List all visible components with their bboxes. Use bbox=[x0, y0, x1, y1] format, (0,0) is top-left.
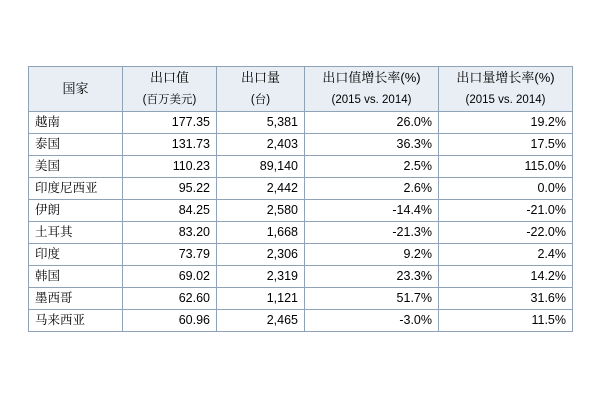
cell-export-volume: 2,403 bbox=[217, 134, 305, 156]
table-row bbox=[29, 134, 573, 156]
export-statistics-table bbox=[28, 66, 573, 332]
cell-value-growth: 36.3% bbox=[305, 134, 439, 156]
column-header-country: 国家 bbox=[29, 67, 123, 112]
table-row bbox=[29, 200, 573, 222]
cell-country: 美国 bbox=[29, 156, 123, 178]
table-row bbox=[29, 222, 573, 244]
cell-country: 泰国 bbox=[29, 134, 123, 156]
column-subheader-export-volume-unit: (台) bbox=[217, 89, 305, 112]
cell-volume-growth: -21.0% bbox=[439, 200, 573, 222]
cell-export-value: 131.73 bbox=[123, 134, 217, 156]
cell-country: 印度 bbox=[29, 244, 123, 266]
cell-volume-growth: 2.4% bbox=[439, 244, 573, 266]
cell-value-growth: 2.6% bbox=[305, 178, 439, 200]
column-subheader-value-growth-period: (2015 vs. 2014) bbox=[305, 89, 439, 112]
cell-value-growth: 9.2% bbox=[305, 244, 439, 266]
cell-value-growth: 2.5% bbox=[305, 156, 439, 178]
cell-export-volume: 1,668 bbox=[217, 222, 305, 244]
cell-country: 马来西亚 bbox=[29, 310, 123, 332]
table-row bbox=[29, 156, 573, 178]
column-header-value-growth: 出口值增长率(%) bbox=[305, 67, 439, 90]
cell-export-volume: 2,306 bbox=[217, 244, 305, 266]
table-row bbox=[29, 112, 573, 134]
cell-export-value: 73.79 bbox=[123, 244, 217, 266]
cell-value-growth: -3.0% bbox=[305, 310, 439, 332]
cell-export-volume: 2,319 bbox=[217, 266, 305, 288]
column-subheader-export-value-unit: (百万美元) bbox=[123, 89, 217, 112]
table-body bbox=[29, 112, 573, 332]
cell-country: 土耳其 bbox=[29, 222, 123, 244]
cell-country: 印度尼西亚 bbox=[29, 178, 123, 200]
cell-volume-growth: 115.0% bbox=[439, 156, 573, 178]
table-row bbox=[29, 244, 573, 266]
cell-export-volume: 2,465 bbox=[217, 310, 305, 332]
cell-export-value: 110.23 bbox=[123, 156, 217, 178]
table-row bbox=[29, 288, 573, 310]
cell-volume-growth: -22.0% bbox=[439, 222, 573, 244]
cell-export-volume: 2,442 bbox=[217, 178, 305, 200]
cell-country: 墨西哥 bbox=[29, 288, 123, 310]
column-header-volume-growth: 出口量增长率(%) bbox=[439, 67, 573, 90]
cell-volume-growth: 31.6% bbox=[439, 288, 573, 310]
cell-export-value: 177.35 bbox=[123, 112, 217, 134]
cell-volume-growth: 19.2% bbox=[439, 112, 573, 134]
cell-export-volume: 89,140 bbox=[217, 156, 305, 178]
cell-country: 越南 bbox=[29, 112, 123, 134]
cell-export-value: 83.20 bbox=[123, 222, 217, 244]
table-header-row-primary bbox=[29, 67, 573, 90]
cell-country: 伊朗 bbox=[29, 200, 123, 222]
cell-export-value: 62.60 bbox=[123, 288, 217, 310]
cell-export-value: 84.25 bbox=[123, 200, 217, 222]
cell-export-volume: 1,121 bbox=[217, 288, 305, 310]
cell-volume-growth: 14.2% bbox=[439, 266, 573, 288]
column-header-export-value: 出口值 bbox=[123, 67, 217, 90]
table-row bbox=[29, 310, 573, 332]
cell-volume-growth: 0.0% bbox=[439, 178, 573, 200]
export-statistics-table-container bbox=[28, 66, 572, 332]
cell-value-growth: 26.0% bbox=[305, 112, 439, 134]
cell-value-growth: 23.3% bbox=[305, 266, 439, 288]
cell-export-value: 95.22 bbox=[123, 178, 217, 200]
cell-value-growth: -21.3% bbox=[305, 222, 439, 244]
cell-value-growth: 51.7% bbox=[305, 288, 439, 310]
cell-export-volume: 5,381 bbox=[217, 112, 305, 134]
column-header-export-volume: 出口量 bbox=[217, 67, 305, 90]
table-row bbox=[29, 266, 573, 288]
column-subheader-volume-growth-period: (2015 vs. 2014) bbox=[439, 89, 573, 112]
cell-export-value: 69.02 bbox=[123, 266, 217, 288]
cell-export-volume: 2,580 bbox=[217, 200, 305, 222]
table-row bbox=[29, 178, 573, 200]
table-header bbox=[29, 67, 573, 112]
cell-export-value: 60.96 bbox=[123, 310, 217, 332]
cell-volume-growth: 11.5% bbox=[439, 310, 573, 332]
cell-volume-growth: 17.5% bbox=[439, 134, 573, 156]
cell-value-growth: -14.4% bbox=[305, 200, 439, 222]
cell-country: 韩国 bbox=[29, 266, 123, 288]
